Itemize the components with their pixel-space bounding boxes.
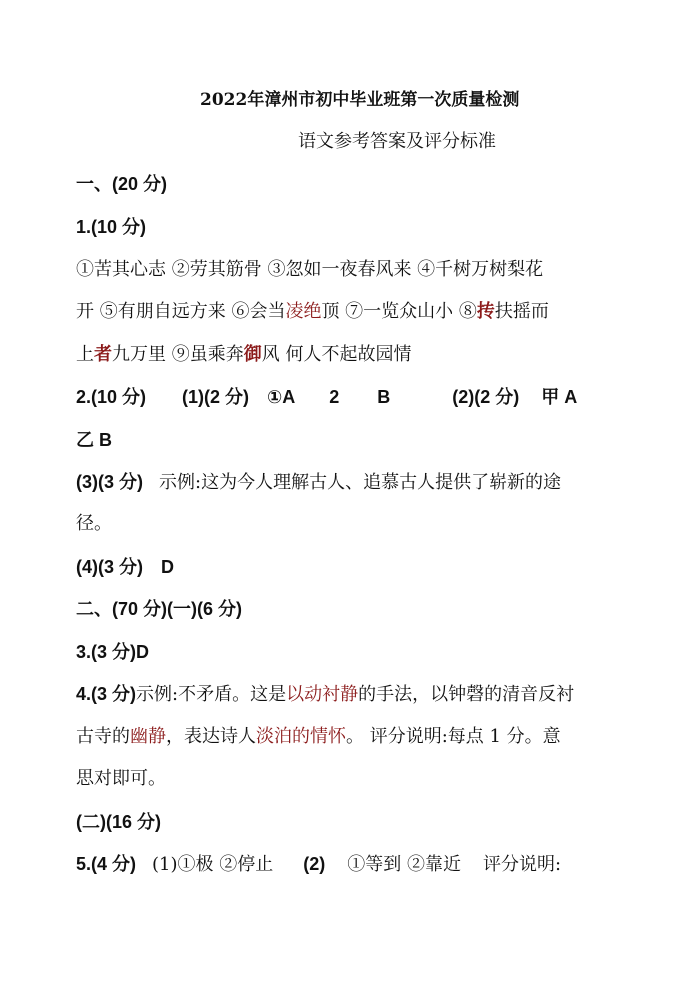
- q4-highlight-1: 以动衬静: [286, 684, 359, 705]
- section-2b-heading: (二)(16 分): [76, 812, 161, 832]
- q1-line2-highlight-2: 抟: [476, 301, 495, 322]
- q2-part-2-answer-a: 甲 A: [541, 387, 578, 407]
- q2-part-3-label: (3)(3 分): [76, 472, 143, 492]
- q2-label: 2.(10 分): [76, 387, 147, 407]
- q1-line3-highlight-1: 者: [94, 344, 112, 365]
- question-4-line-3: 思对即可。: [76, 768, 166, 789]
- question-1-answer-line-3: [76, 343, 411, 367]
- q2-part-1-answer-1: ①A: [267, 387, 296, 407]
- question-2-part-4: [76, 555, 174, 579]
- q4-text-b: 的手法，以钟磬的清音反衬: [358, 684, 575, 705]
- q4-text-d: ，表达诗人: [166, 726, 256, 747]
- q1-line2-text-c: 扶摇而: [494, 301, 549, 322]
- q4-highlight-2: 幽静: [130, 726, 166, 747]
- q4-label: 4.(3 分): [76, 684, 137, 704]
- question-3: 3.(3 分)D: [76, 642, 150, 662]
- question-4-line-1: [76, 682, 574, 707]
- q1-line3-highlight-2: 御: [243, 344, 262, 365]
- q2-part-4-answer: D: [161, 557, 174, 577]
- q5-part-2-answer: ①等到 ②靠近: [347, 854, 461, 875]
- q4-text-e: 。 评分说明:每点 1 分。意: [346, 726, 561, 747]
- q1-line3-text-c: 风 何人不起故园情: [261, 344, 412, 365]
- q2-part-4-label: (4)(3 分): [76, 557, 143, 577]
- q1-line2-highlight-1: 凌绝: [285, 301, 322, 322]
- question-2-part-3: [76, 470, 561, 495]
- q2-part-2-label: (2)(2 分): [452, 387, 520, 407]
- q1-line2-text-b: 顶 ⑦一览众山小 ⑧: [321, 301, 477, 322]
- q1-line3-text-a: 上: [76, 344, 94, 365]
- q2-part-1-answer-3: B: [377, 387, 391, 407]
- question-1-answer-line-1: ①苦其心志 ②劳其筋骨 ③忽如一夜春风来 ④千树万树梨花: [76, 259, 544, 280]
- q4-text-c: 古寺的: [76, 726, 130, 747]
- document-subtitle: 语文参考答案及评分标准: [298, 131, 496, 152]
- q5-part-1: (1)①极 ②停止: [152, 854, 274, 875]
- question-4-line-2: [76, 725, 561, 749]
- question-1-answer-line-2: [76, 300, 549, 324]
- q1-line3-text-b: 九万里 ⑨虽乘奔: [112, 344, 244, 365]
- section-2-heading: 二、(70 分)(一)(6 分): [76, 599, 242, 619]
- q2-part-3-answer: 示例:这为今人理解古人、追慕古人提供了崭新的途: [159, 472, 562, 493]
- document-title: 2022年漳州市初中毕业班第一次质量检测: [200, 90, 520, 110]
- question-2-line-1: [76, 385, 577, 409]
- q5-label: 5.(4 分): [76, 854, 137, 874]
- question-5-line-1: [76, 852, 561, 877]
- q2-part-1-label: (1)(2 分): [182, 387, 250, 407]
- q2-part-1-answer-2: 2: [329, 387, 340, 407]
- q4-highlight-3: 淡泊的情怀: [256, 726, 346, 747]
- q5-part-2-label: (2): [303, 854, 326, 874]
- question-2-line-2: 乙 B: [76, 430, 112, 450]
- question-1-label: 1.(10 分): [76, 217, 147, 237]
- q5-note: 评分说明:: [482, 854, 562, 875]
- q1-line2-text-a: 开 ⑤有朋自远方来 ⑥会当: [76, 301, 286, 322]
- q4-text-a: 示例:不矛盾。这是: [136, 684, 287, 705]
- question-2-part-3-cont: 径。: [76, 513, 112, 534]
- section-1-heading: 一、(20 分): [76, 174, 168, 194]
